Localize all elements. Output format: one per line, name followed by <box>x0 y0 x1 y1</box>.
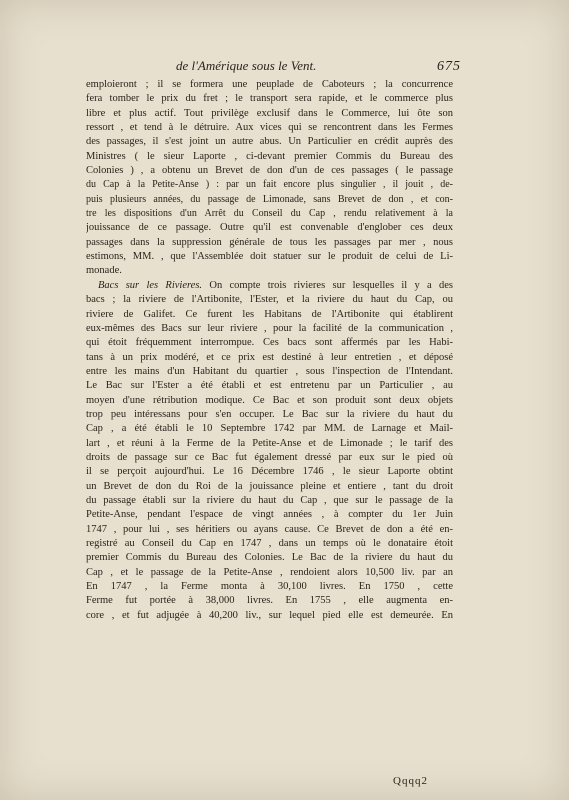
text-line-with-margin-heading <box>86 279 453 293</box>
text-line: En 1747 , la Ferme monta à 30,100 livres. En 1750 , cette <box>86 581 453 593</box>
text-line: Ministres ( le sieur Laporte , ci-devant premier Commis du Bureau des <box>86 150 453 162</box>
text-line: Cap , et le passage de la Petite-Anse , rendoient alors 10,500 liv. par an <box>86 566 453 578</box>
text-line: 1747 , pour lui , ses héritiers ou ayans cause. Ce Brevet de don a été en- <box>86 523 453 535</box>
signature-mark: Qqqq2 <box>393 775 428 787</box>
text-line: riviere de Galifet. Ce furent les Habitans de l'Artibonite qui établirent <box>86 308 453 320</box>
text-line: Ferme fut portée à 38,000 livres. En 1755 , elle augmenta en- <box>86 595 453 607</box>
text-line: core , et fut adjugée à 40,200 liv., sur lequel pied elle est demeurée. En <box>86 609 453 621</box>
text-line: eux-mêmes des Bacs sur leur riviere , pour la facilité de la communication , <box>86 322 453 334</box>
text-line: il se perçoit aujourd'hui. Le 16 Décembre 1746 , le sieur Laporte obtint <box>86 466 453 478</box>
text-line: registré au Conseil du Cap en 1747 , dans un temps où le donataire étoit <box>86 538 453 549</box>
text-line: un Brevet de don du Roi de la jouissance pleine et entiere , tant du droit <box>86 480 453 492</box>
running-title: de l'Amérique sous le Vent. <box>176 58 317 73</box>
text-line: entre les mains d'un Habitant du quartier , sous l'inspection de l'Intendant. <box>86 365 453 377</box>
text-line: trop peu intéressans pour s'en occuper. Le Bac sur la riviere du haut du <box>86 408 453 420</box>
text-line: libre et plus actif. Tout privilège exclusif dans le Commerce, lui ôte son <box>86 107 453 119</box>
text-line: tre les dispositions d'un Arrêt du Conseil du Cap , rendu relativement à la <box>86 208 453 220</box>
text-line: bacs ; la riviere de l'Artibonite, l'Ester, et la riviere du haut du Cap, ou <box>86 294 453 306</box>
text-line: lart , et réuni à la Ferme de la Petite-Anse et de Limonade ; le tarif des <box>86 437 453 449</box>
text-line: qui étoit fréquemment interrompue. Ces bacs sont affermés par les Habi- <box>86 337 453 349</box>
text-line: Petite-Anse, pendant l'espace de vingt années , à compter du 1er Juin <box>86 509 453 521</box>
text-line: droits de passage sur ce Bac fut également dressé par eux sur le pied où <box>86 451 453 463</box>
text-line: estimons, MM. , que l'Assemblée doit statuer sur le produit de celui de Li- <box>86 251 453 263</box>
text-line: puis plusieurs années, du passage de Limonade, sans Brevet de don , et con- <box>86 193 453 205</box>
text-line: emploieront ; il se formera une peuplade de Caboteurs ; la concurrence <box>86 79 453 90</box>
text-line: Le Bac sur l'Ester a été établi et est entretenu par un Particulier , au <box>86 380 453 392</box>
text-line: Cap , a été établi le 10 Septembre 1742 par MM. de Larnage et Mail- <box>86 423 453 435</box>
text-line: moyen d'une rétribution modique. Ce Bac et son produit sont deux objets <box>86 394 453 406</box>
text-line: jouissance de ce passage. Outre qu'il est convenable d'englober ces deux <box>86 222 453 234</box>
text-line: passages dans la suppression générale de tous les passages par mer , nous <box>86 236 453 248</box>
margin-heading: Bacs sur les Rivieres. <box>98 279 203 291</box>
text-line: fera tomber le prix du fret ; le transport sera rapide, et le commerce plus <box>86 93 453 105</box>
page-number: 675 <box>437 59 461 74</box>
body-text <box>86 78 453 623</box>
text-line: ressort , et tend à le détruire. Aux vices qui se rencontrent dans les Fermes <box>86 122 453 134</box>
text-line: des passages, il s'est joint un autre abus. Un Particulier en crédit auprès des <box>86 136 453 148</box>
text-line: du Cap à la Petite-Anse ) : par un fait encore plus singulier , il jouit , de- <box>86 179 453 191</box>
text-line: monade. <box>86 265 122 277</box>
text-line: du passage établi sur la riviere du haut du Cap , que sur le passage de la <box>86 494 453 506</box>
text-line: Colonies ) , a obtenu un Brevet de don d'un de ces passages ( le passage <box>86 165 453 177</box>
page-header <box>86 58 461 75</box>
text-line: premier Commis du Bureau des Colonies. Le Bac de la riviere du haut du <box>86 552 453 564</box>
text-line: tans à un prix modéré, et ce prix est destiné à leur entretien , et déposé <box>86 351 453 363</box>
text-line-rest: On compte trois rivieres sur lesquelles il y a des <box>202 279 453 291</box>
